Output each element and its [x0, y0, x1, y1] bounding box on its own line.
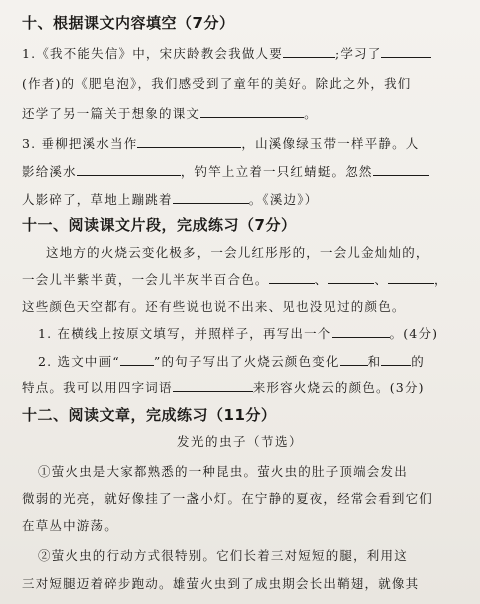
q11-2-line-1 [38, 352, 466, 370]
q11-2-blank-4[interactable] [173, 379, 253, 392]
q11-2-text-c: 和 [367, 354, 382, 369]
q11-1-blank[interactable] [332, 325, 390, 338]
q10-1-text-b: ;学习了 [334, 46, 382, 61]
q10-3-blank-1[interactable] [137, 135, 241, 148]
excerpt-blank-2[interactable] [328, 271, 374, 284]
excerpt-end: ， [434, 272, 448, 287]
q10-3-text-a: 3. 垂柳把溪水当作 [22, 136, 138, 151]
q11-2-text-d: 的 [411, 354, 425, 369]
q10-1-blank-2[interactable] [381, 45, 431, 58]
q10-1-line-1 [22, 44, 466, 62]
excerpt-sentence-1: 这地方的火烧云变化极多，一会儿红彤彤的，一会儿金灿灿的， [46, 245, 430, 260]
q10-1-text-a: 1.《我不能失信》中，宋庆龄教会我做人要 [22, 46, 283, 61]
excerpt-line-3: 这些颜色天空都有。还有些说也说不出来、见也没见过的颜色。 [22, 299, 406, 314]
q11-1-text-b: 。(4分) [389, 326, 439, 341]
article-p2-line-1: ②萤火虫的行动方式很特别。它们长着三对短短的腿，利用这 [38, 548, 408, 563]
q10-1-text-e: 。 [304, 106, 318, 121]
q11-1-text-a: 1. 在横线上按原文填写，并照样子，再写出一个 [38, 326, 332, 341]
q10-1-blank-3[interactable] [200, 105, 304, 118]
article-p1-line-2: 微弱的光亮，就好像挂了一盏小灯。在宁静的夏夜，经常会看到它们 [22, 491, 434, 506]
q10-1-blank-1[interactable] [283, 45, 335, 58]
section-12-title: 十二、阅读文章，完成练习（11分） [22, 406, 277, 424]
q11-2-text-b: ”的句子写出了火烧云颜色变化 [153, 354, 340, 369]
article-p1-line-1: ①萤火虫是大家都熟悉的一种昆虫。萤火虫的肚子顶端会发出 [38, 464, 408, 479]
q10-3-line-3 [22, 190, 466, 208]
excerpt-sep-2: 、 [374, 272, 389, 287]
article-title: 发光的虫子（节选） [176, 434, 303, 449]
q10-3-text-d: ，钓竿上立着一只红蜻蜓。忽然 [180, 164, 373, 179]
q10-1-line-3 [22, 104, 466, 122]
q11-2-line-2 [22, 378, 466, 396]
q10-3-text-c: 影给溪水 [22, 164, 77, 179]
q11-2-text-f: 来形容火烧云的颜色。(3分) [252, 380, 425, 395]
q10-3-text-b: ，山溪像绿玉带一样平静。人 [241, 136, 420, 151]
article-p2-line-2: 三对短腿迈着碎步跑动。雄萤火虫到了成虫期会长出鞘翅，就像其 [22, 576, 420, 591]
q11-2-blank-2[interactable] [340, 353, 368, 366]
section-10-title: 十、根据课文内容填空（7分） [22, 14, 235, 32]
q10-3-blank-4[interactable] [173, 191, 249, 204]
section-11-title: 十一、阅读课文片段，完成练习（7分） [22, 216, 297, 234]
q10-1-text-d: 还学了另一篇关于想象的课文 [22, 106, 201, 121]
excerpt-line-2 [22, 270, 466, 288]
article-p1-line-3: 在草丛中游荡。 [22, 518, 118, 533]
q11-2-text-a: 2. 选文中画“ [38, 354, 120, 369]
q10-3-text-e: 人影碎了，草地上蹦跳着 [22, 192, 173, 207]
q10-1-line-2: (作者)的《肥皂泡》，我们感受到了童年的美好。除此之外，我们 [22, 76, 412, 91]
q10-3-line-2 [22, 162, 466, 180]
q10-3-text-f: 。《溪边》） [248, 192, 319, 207]
q10-3-blank-3[interactable] [373, 163, 429, 176]
q11-2-text-e: 特点。我可以用四字词语 [22, 380, 173, 395]
excerpt-sep-1: 、 [314, 272, 329, 287]
q11-2-blank-1[interactable] [120, 353, 154, 366]
excerpt-blank-1[interactable] [269, 271, 315, 284]
excerpt-blank-3[interactable] [388, 271, 434, 284]
excerpt-line-1 [46, 243, 466, 261]
excerpt-sentence-2: 一会儿半紫半黄，一会儿半灰半百合色。 [22, 272, 269, 287]
q11-1-line [38, 324, 466, 342]
q11-2-blank-3[interactable] [381, 353, 411, 366]
q10-3-blank-2[interactable] [77, 163, 181, 176]
q10-3-line-1 [22, 134, 466, 152]
